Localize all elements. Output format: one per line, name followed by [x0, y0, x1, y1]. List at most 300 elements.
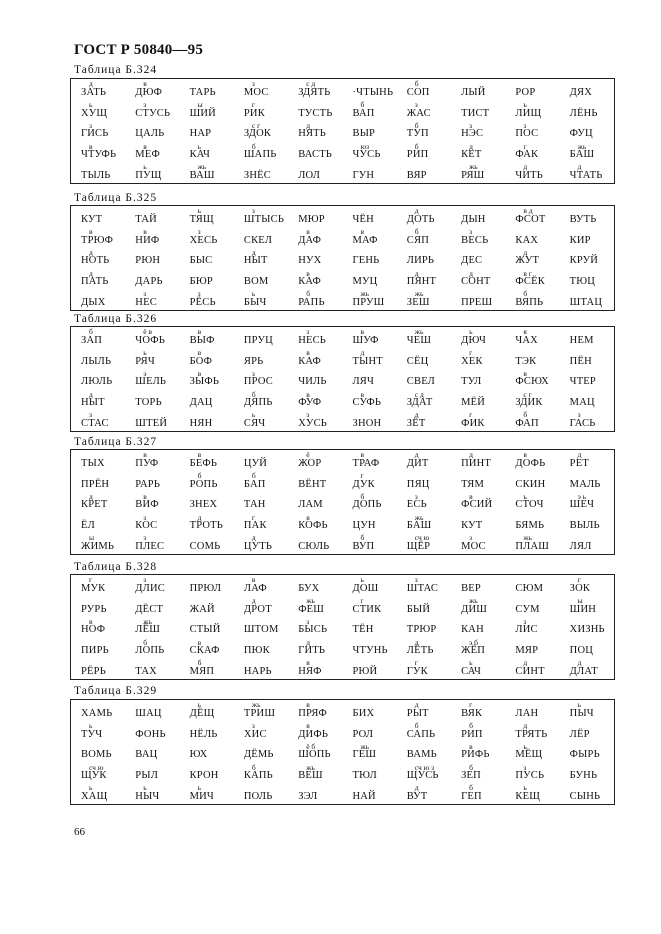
table-caption: Таблица Б.329	[74, 685, 158, 697]
table-cell	[180, 410, 234, 431]
table-row	[71, 617, 614, 638]
table-cell	[451, 450, 505, 471]
table-cell	[505, 289, 559, 310]
word: ПОЦ	[569, 645, 594, 657]
table-cell	[180, 575, 234, 596]
word: ПАК	[243, 520, 267, 532]
variant-mark: в	[197, 348, 202, 358]
variant-mark: д	[306, 637, 311, 647]
variant-mark: д	[306, 120, 311, 130]
table-cell	[125, 450, 179, 471]
table-cell	[125, 121, 179, 142]
variant-mark: з	[306, 616, 310, 626]
table-row	[71, 700, 614, 721]
word: СТЫЙ	[189, 624, 221, 636]
word: ГЕНЬ	[352, 255, 380, 267]
table-cell	[397, 348, 451, 369]
word: САПЬ	[406, 728, 436, 740]
table-cell	[125, 658, 179, 679]
table-cell	[71, 742, 125, 763]
word: ФИК	[461, 417, 485, 429]
table-row	[71, 389, 614, 410]
table-cell	[71, 471, 125, 492]
word: ВОМЬ	[81, 749, 112, 761]
word: РЮН	[135, 255, 161, 267]
word: СКАФ	[189, 645, 220, 657]
word: ШТАС	[406, 582, 439, 594]
variant-mark: в	[306, 721, 310, 731]
table-cell	[125, 100, 179, 121]
table-cell	[342, 533, 396, 554]
table-cell	[125, 533, 179, 554]
word: ФЫРЬ	[569, 749, 600, 761]
word: САЧ	[461, 665, 481, 677]
variant-mark: жь	[306, 596, 315, 606]
table-cell	[71, 248, 125, 269]
table-cell	[397, 268, 451, 289]
table-cell	[451, 141, 505, 162]
table-cell	[288, 637, 342, 658]
word: РИК	[243, 107, 265, 119]
variant-mark: в	[89, 141, 93, 151]
table-cell	[180, 658, 234, 679]
variant-mark: с д	[414, 389, 424, 399]
word: ДИТ	[406, 457, 429, 469]
word: ЗДОК	[243, 128, 272, 140]
variant-mark: ь	[143, 348, 147, 358]
table-cell	[560, 327, 614, 348]
table-cell	[560, 268, 614, 289]
table-cell	[71, 289, 125, 310]
word: НОФ	[81, 624, 106, 636]
table-cell	[451, 389, 505, 410]
word: СЁЦ	[406, 355, 429, 367]
word: ДИФЬ	[298, 728, 329, 740]
word: ЩЁР	[406, 540, 431, 552]
word: ТИСТ	[461, 107, 490, 119]
table-cell	[71, 348, 125, 369]
table-cell	[342, 700, 396, 721]
word: ВЕР	[461, 582, 481, 594]
word: ПАТЬ	[81, 276, 109, 288]
table-cell	[125, 268, 179, 289]
table-row	[71, 162, 614, 183]
word: ЗЭЛ	[298, 790, 318, 802]
table-cell	[125, 700, 179, 721]
table-cell	[180, 700, 234, 721]
table-cell	[560, 721, 614, 742]
variant-mark: жь	[469, 162, 478, 172]
word: ЧТУНЬ	[352, 645, 388, 657]
table-cell	[560, 227, 614, 248]
table-cell	[234, 227, 288, 248]
word: НАР	[189, 128, 212, 140]
variant-mark: в	[469, 741, 473, 751]
table-cell	[451, 721, 505, 742]
word: ШТЕЙ	[135, 417, 168, 429]
variant-mark: б	[360, 491, 365, 501]
variant-mark: ы	[197, 100, 203, 110]
word: ВЯК	[461, 707, 483, 719]
variant-mark: з	[143, 100, 147, 110]
table-cell	[180, 762, 234, 783]
word: ЧУСЬ	[352, 149, 381, 161]
table-cell	[397, 762, 451, 783]
table-cell	[180, 79, 234, 100]
variant-mark: д	[523, 721, 528, 731]
page-number: 66	[74, 826, 85, 838]
word: ТЁН	[352, 624, 374, 636]
table-cell	[560, 575, 614, 596]
variant-mark: ё б	[306, 741, 316, 751]
variant-mark: жь	[251, 700, 261, 710]
table-cell	[234, 471, 288, 492]
table-cell	[288, 742, 342, 763]
variant-mark: д	[469, 141, 473, 151]
table-cell	[451, 617, 505, 638]
table-cell	[288, 450, 342, 471]
word: ДОФЬ	[515, 457, 546, 469]
table-cell	[234, 533, 288, 554]
table-row	[71, 721, 614, 742]
word: ДИШ	[461, 603, 488, 615]
variant-mark: д	[414, 450, 419, 460]
table-row	[71, 471, 614, 492]
variant-mark: з	[523, 120, 527, 130]
table-cell	[180, 617, 234, 638]
table-cell	[342, 783, 396, 804]
table-cell	[342, 141, 396, 162]
table-cell	[125, 389, 179, 410]
table-row	[71, 327, 614, 348]
table-cell	[288, 289, 342, 310]
variant-mark: з	[577, 410, 581, 420]
variant-mark: б	[469, 721, 473, 731]
word: СЮМ	[515, 582, 544, 594]
variant-mark: д	[577, 450, 582, 460]
table-cell	[234, 348, 288, 369]
word: ЛОПЬ	[135, 645, 165, 657]
word: ТОРЬ	[135, 397, 162, 409]
table-cell	[560, 289, 614, 310]
variant-mark: д	[577, 162, 582, 172]
table-cell	[397, 141, 451, 162]
word: ЗЁТ	[406, 417, 426, 429]
table-row	[71, 512, 614, 533]
table-cell	[180, 141, 234, 162]
word: РИФЬ	[461, 749, 490, 761]
variant-mark: г	[251, 512, 255, 522]
variant-mark: д	[251, 596, 256, 606]
table-row	[71, 533, 614, 554]
table-cell	[288, 389, 342, 410]
table-cell	[180, 783, 234, 804]
variant-mark: б	[360, 533, 365, 543]
variant-mark: э	[143, 368, 147, 378]
table-cell	[342, 596, 396, 617]
table-cell	[560, 700, 614, 721]
word: ЧТЕР	[569, 376, 596, 388]
word: КУТ	[461, 520, 483, 532]
table-cell	[125, 206, 179, 227]
variant-mark: в	[306, 658, 310, 668]
table-cell	[397, 389, 451, 410]
word: ДЕС	[461, 255, 483, 267]
word: РЯЧ	[135, 355, 155, 367]
table-cell	[451, 742, 505, 763]
variant-mark: в д	[523, 206, 533, 216]
word: ТЫНТ	[352, 355, 383, 367]
table-cell	[342, 410, 396, 431]
word: ЦУТЬ	[243, 540, 273, 552]
variant-mark: жь	[143, 616, 152, 626]
word: МИЧ	[189, 790, 214, 802]
table-row	[71, 268, 614, 289]
word: МУЦ	[352, 276, 378, 288]
word: СОП	[406, 86, 430, 98]
variant-mark: з	[251, 206, 255, 216]
variant-mark: ь	[523, 100, 527, 110]
word: МЯР	[515, 645, 539, 657]
variant-mark: э ь	[577, 491, 587, 501]
word: ЦУЙ	[243, 457, 268, 469]
variant-mark: з	[251, 368, 255, 378]
table-cell	[288, 327, 342, 348]
table-cell	[397, 492, 451, 513]
table-cell	[125, 410, 179, 431]
word: ШЕЧ	[569, 499, 595, 511]
table-cell	[71, 721, 125, 742]
word: КАХ	[515, 234, 539, 246]
table-cell	[288, 141, 342, 162]
table-row	[71, 742, 614, 763]
word: ЦАЛЬ	[135, 128, 165, 140]
table-cell	[288, 410, 342, 431]
word-table	[70, 699, 615, 805]
table-cell	[234, 141, 288, 162]
variant-mark: б	[306, 289, 311, 299]
word: ВАСТЬ	[298, 149, 333, 161]
variant-mark: в	[360, 227, 365, 237]
word: ТРИШ	[243, 707, 276, 719]
word: ЧАХ	[515, 334, 538, 346]
variant-mark: жь	[414, 289, 424, 299]
word: ЗАТЬ	[81, 86, 107, 98]
document-header: ГОСТ Р 50840—95	[74, 42, 204, 58]
word: КРОН	[189, 770, 219, 782]
word: ЛОЛ	[298, 169, 321, 181]
table-cell	[288, 162, 342, 183]
word: СВЕЛ	[406, 376, 435, 388]
table-cell	[342, 389, 396, 410]
word: ЁЛ	[81, 520, 95, 532]
word: СТАС	[81, 417, 109, 429]
word: СУФЬ	[352, 397, 382, 409]
word: ЯРЬ	[243, 355, 264, 367]
variant-mark: в	[306, 227, 310, 237]
variant-mark: в	[89, 227, 93, 237]
word-table	[70, 449, 615, 555]
word: ШОПЬ	[298, 749, 331, 761]
table-cell	[397, 100, 451, 121]
table-cell	[397, 327, 451, 348]
variant-mark: д	[360, 348, 365, 358]
table-cell	[288, 700, 342, 721]
table-cell	[125, 141, 179, 162]
variant-mark: ь	[523, 491, 527, 501]
word: ЗОК	[569, 582, 591, 594]
word: ЗАП	[81, 334, 103, 346]
variant-mark: ь	[251, 289, 256, 299]
table-cell	[180, 289, 234, 310]
word: ТРОТЬ	[189, 520, 224, 532]
variant-mark: б	[197, 658, 202, 668]
word: ДЮЧ	[461, 334, 487, 346]
variant-mark: в	[360, 327, 365, 337]
table-cell	[505, 783, 559, 804]
table-cell	[180, 512, 234, 533]
table-cell	[71, 492, 125, 513]
table-cell	[125, 162, 179, 183]
table-cell	[560, 248, 614, 269]
word: ЖЁП	[461, 645, 486, 657]
word: СЫНЬ	[569, 790, 601, 802]
table-cell	[234, 492, 288, 513]
word: ВАЦ	[135, 749, 158, 761]
table-cell	[505, 450, 559, 471]
table-cell	[180, 637, 234, 658]
word: СЯП	[406, 234, 429, 246]
word: ФЕШ	[298, 603, 325, 615]
table-cell	[234, 327, 288, 348]
table-cell	[397, 206, 451, 227]
variant-mark: ы	[577, 596, 583, 606]
word: ПРУЦ	[243, 334, 273, 346]
table-cell	[125, 575, 179, 596]
table-cell	[71, 410, 125, 431]
table-cell	[288, 575, 342, 596]
word: ПЯЦ	[406, 478, 430, 490]
variant-mark: д	[577, 658, 582, 668]
table-cell	[451, 637, 505, 658]
word: КЕТ	[461, 149, 482, 161]
table-cell	[342, 762, 396, 783]
word: ЗНЁС	[243, 169, 271, 181]
word: ШАПЬ	[243, 149, 277, 161]
word: ЛЯЧ	[352, 376, 375, 388]
table-cell	[342, 100, 396, 121]
table-cell	[288, 206, 342, 227]
word: НЁЛЬ	[189, 728, 218, 740]
table-cell	[71, 596, 125, 617]
word: БЫСЬ	[298, 624, 328, 636]
word: МАЛЬ	[569, 478, 601, 490]
table-cell	[288, 533, 342, 554]
table-cell	[288, 721, 342, 742]
variant-mark: б	[251, 141, 256, 151]
table-cell	[234, 268, 288, 289]
table-cell	[451, 121, 505, 142]
table-cell	[560, 79, 614, 100]
table-cell	[71, 121, 125, 142]
table-cell	[71, 100, 125, 121]
variant-mark: г	[251, 100, 255, 110]
table-cell	[234, 450, 288, 471]
table-cell	[342, 658, 396, 679]
table-cell	[71, 637, 125, 658]
word: ТЯЩ	[189, 213, 214, 225]
table-cell	[288, 512, 342, 533]
word: ЗЕШ	[406, 296, 430, 308]
word: ФУЦ	[569, 128, 593, 140]
table-cell	[560, 596, 614, 617]
word: ПИНТ	[461, 457, 492, 469]
word: ЧИЛЬ	[298, 376, 327, 388]
word: СТУСЬ	[135, 107, 171, 119]
word: МЁЩ	[515, 749, 543, 761]
table-cell	[234, 512, 288, 533]
table-cell	[125, 742, 179, 763]
table-cell	[234, 575, 288, 596]
word: ЛИРЬ	[406, 255, 435, 267]
word: ВЫФ	[189, 334, 215, 346]
table-cell	[451, 533, 505, 554]
table-cell	[125, 596, 179, 617]
table-row	[71, 492, 614, 513]
table-cell	[342, 348, 396, 369]
table-cell	[342, 492, 396, 513]
table-cell	[125, 248, 179, 269]
table-cell	[560, 162, 614, 183]
table-row	[71, 79, 614, 100]
variant-mark: з	[89, 120, 92, 130]
table-cell	[125, 369, 179, 390]
word: ЮХ	[189, 749, 208, 761]
word: ФОНЬ	[135, 728, 166, 740]
table-cell	[397, 512, 451, 533]
table-caption: Таблица Б.324	[74, 64, 158, 76]
table-cell	[505, 512, 559, 533]
table-cell	[397, 658, 451, 679]
table-cell	[505, 206, 559, 227]
table-row	[71, 206, 614, 227]
word: ШИН	[569, 603, 597, 615]
table-cell	[288, 596, 342, 617]
table-cell	[234, 596, 288, 617]
table-cell	[180, 721, 234, 742]
table-cell	[125, 227, 179, 248]
word: ЛАМ	[298, 499, 323, 511]
word: КРУЙ	[569, 255, 599, 267]
table-cell	[125, 617, 179, 638]
table-cell	[125, 348, 179, 369]
table-cell	[505, 492, 559, 513]
word: КУТ	[81, 213, 103, 225]
table-row	[71, 141, 614, 162]
variant-mark: жь	[469, 596, 478, 606]
word: ВЁНТ	[298, 478, 327, 490]
word: ПИРЬ	[81, 645, 109, 657]
word: ПУСЬ	[515, 770, 545, 782]
word: МОС	[243, 86, 269, 98]
table-cell	[342, 289, 396, 310]
table-cell	[397, 783, 451, 804]
variant-mark: я	[523, 327, 527, 337]
word: ТУЛ	[461, 376, 482, 388]
word: БЫЙ	[406, 603, 431, 615]
table-cell	[234, 742, 288, 763]
table-cell	[234, 248, 288, 269]
